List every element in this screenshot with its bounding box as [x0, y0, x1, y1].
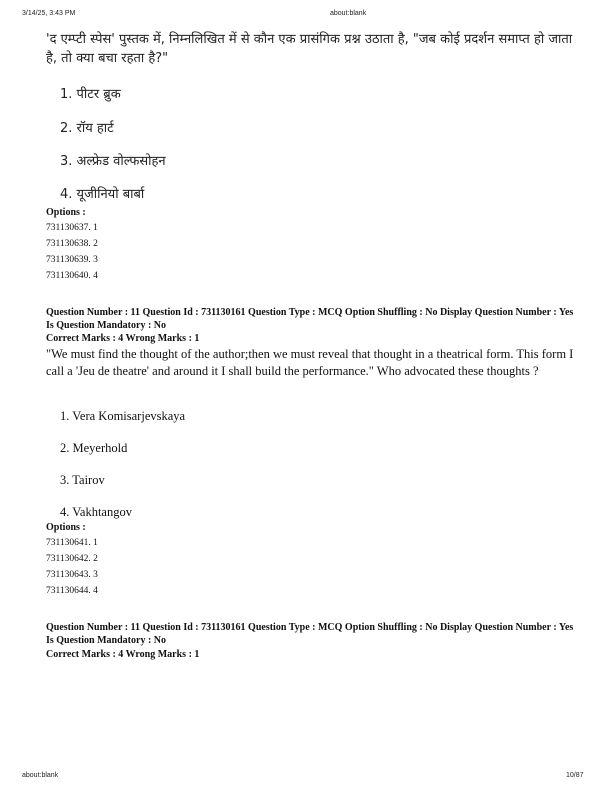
- option-id: 731130643. 3: [46, 570, 98, 580]
- choice-1: 1. पीटर ब्रुक: [60, 87, 121, 102]
- choice-2: 2. Meyerhold: [60, 441, 128, 455]
- option-id: 731130637. 1: [46, 223, 98, 233]
- choice-4: 4. Vakhtangov: [60, 505, 132, 519]
- print-footer-url: about:blank: [22, 772, 59, 779]
- options-label: Options :: [46, 207, 86, 218]
- page-counter: 10/87: [566, 772, 584, 779]
- option-id: 731130638. 2: [46, 239, 98, 249]
- option-id: 731130642. 2: [46, 554, 98, 564]
- question-text: "We must find the thought of the author;then we must reveal that thought in a theatrical form. This form I call a 'Jeu de theatre' and around it I shall build the performance." Who advocated these thoughts ?: [46, 347, 574, 378]
- question-marks: Correct Marks : 4 Wrong Marks : 1: [46, 333, 200, 344]
- options-label: Options :: [46, 522, 86, 533]
- print-title: about:blank: [330, 10, 367, 17]
- choice-2: 2. रॉय हार्ट: [60, 121, 114, 136]
- choice-3: 3. अल्फ्रेड वोल्फसोहन: [60, 154, 166, 169]
- question-meta: Question Number : 11 Question Id : 731130161 Question Type : MCQ Option Shuffling : No Display Question Number : Yes Is Question Mandatory : No: [46, 307, 574, 331]
- option-id: 731130639. 3: [46, 255, 98, 265]
- choice-3: 3. Tairov: [60, 473, 105, 487]
- question-meta: Question Number : 11 Question Id : 731130161 Question Type : MCQ Option Shuffling : No Display Question Number : Yes Is Question Mandatory : No: [46, 622, 574, 646]
- print-datetime: 3/14/25, 3:43 PM: [22, 10, 76, 17]
- question-text-hindi: 'द एम्प्टी स्पेस' पुस्तक में, निम्नलिखित में से कौन एक प्रासंगिक प्रश्न उठाता है, "जब कोई प्रदर्शन समाप्त हो जाता है, तो क्या बचा रहता है?": [46, 32, 573, 66]
- question-marks: Correct Marks : 4 Wrong Marks : 1: [46, 649, 200, 660]
- option-id: 731130644. 4: [46, 586, 98, 596]
- choice-4: 4. यूजीनियो बार्बा: [60, 187, 145, 202]
- option-id: 731130640. 4: [46, 271, 98, 281]
- option-id: 731130641. 1: [46, 538, 98, 548]
- choice-1: 1. Vera Komisarjevskaya: [60, 409, 186, 423]
